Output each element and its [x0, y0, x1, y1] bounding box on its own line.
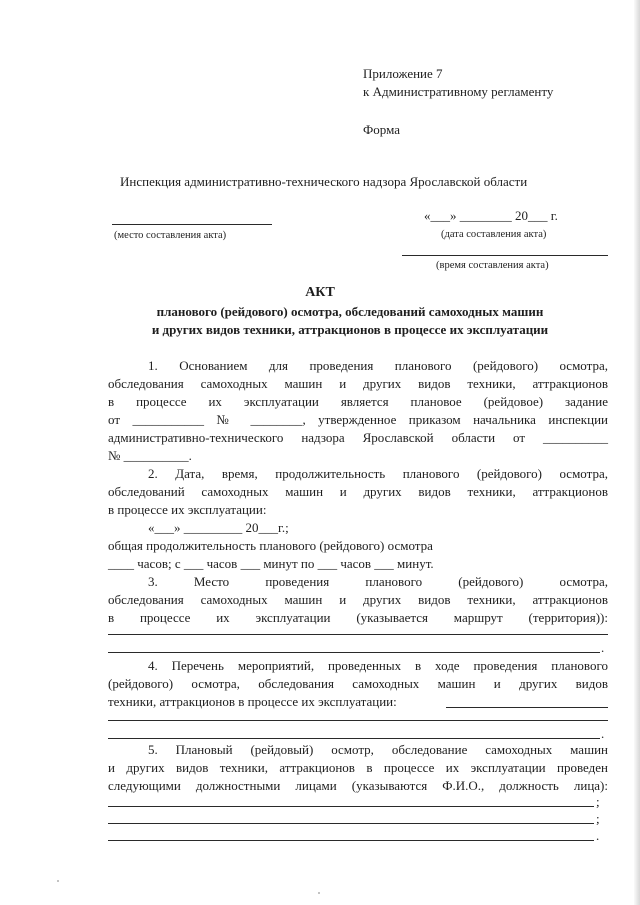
section5-end-mark3: .: [596, 828, 600, 843]
act-subtitle-line2: и других видов техники, аттракционов в процессе их эксплуатации: [151, 322, 549, 337]
section3-blank-line2[interactable]: [108, 652, 600, 653]
section1-line6[interactable]: № __________.: [108, 448, 192, 463]
date-field[interactable]: «___» ________ 20___ г.: [424, 208, 558, 223]
act-subtitle-line1: планового (рейдового) осмотра, обследований самоходных машин: [156, 304, 544, 319]
section3-end-mark: .: [601, 640, 605, 655]
section5-line3: следующими должностными лицами (указываются Ф.И.О., должность лица):: [108, 778, 608, 793]
form-label: Форма: [363, 122, 400, 137]
section2-line3: в процессе их эксплуатации:: [108, 502, 267, 517]
section4-line1: 4. Перечень мероприятий, проведенных в ходе проведения планового: [148, 658, 608, 673]
place-line[interactable]: [112, 224, 272, 225]
inspection-name: Инспекция административно-технического надзора Ярославской области: [120, 174, 528, 189]
section4-end-mark: .: [601, 726, 605, 741]
scan-dust-speck: [318, 892, 320, 894]
section1-line2: обследования самоходных машин и других видов техники, аттракционов: [108, 376, 608, 391]
section4-blank-line1[interactable]: [108, 720, 608, 721]
section1-line1: 1. Основанием для проведения планового (рейдового) осмотра,: [148, 358, 608, 373]
section5-line1: 5. Плановый (рейдовый) осмотр, обследование самоходных машин: [148, 742, 608, 757]
time-line[interactable]: [402, 255, 608, 256]
section3-line3: в процессе их эксплуатации (указывается маршрут (территория)):: [108, 610, 608, 625]
section4-inline-blank[interactable]: [446, 707, 608, 708]
place-label: (место составления акта): [114, 230, 227, 241]
section2-date-field[interactable]: «___» _________ 20___г.;: [148, 520, 289, 535]
section5-official-line1[interactable]: [108, 806, 594, 807]
regulation-reference: к Административному регламенту: [363, 84, 554, 99]
section5-end-mark2: ;: [596, 811, 600, 826]
section1-line5[interactable]: административно-технического надзора Ярославской области от __________: [108, 430, 608, 445]
section4-blank-line2[interactable]: [108, 738, 600, 739]
section5-end-mark1: ;: [596, 794, 600, 809]
appendix-number: Приложение 7: [363, 66, 443, 81]
scan-dust-speck: [57, 880, 59, 882]
section1-line4[interactable]: от ___________ № ________, утвержденное приказом начальника инспекции: [108, 412, 608, 427]
act-title: АКТ: [305, 285, 335, 300]
date-label: (дата составления акта): [441, 229, 547, 240]
section2-line1: 2. Дата, время, продолжительность планового (рейдового) осмотра,: [148, 466, 608, 481]
time-label: (время составления акта): [436, 260, 549, 271]
section4-line3: техники, аттракционов в процессе их эксплуатации:: [108, 694, 397, 709]
section5-line2: и других видов техники, аттракционов в процессе их эксплуатации проведен: [108, 760, 608, 775]
scan-edge-shadow: [634, 0, 640, 905]
section5-official-line2[interactable]: [108, 823, 594, 824]
section3-line2: обследования самоходных машин и других видов техники, аттракционов: [108, 592, 608, 607]
section2-duration-label: общая продолжительность планового (рейдового) осмотра: [108, 538, 433, 553]
section3-line1: 3. Место проведения планового (рейдового) осмотра,: [148, 574, 608, 589]
section3-blank-line1[interactable]: [108, 634, 608, 635]
section1-line3: в процессе их эксплуатации является плановое (рейдовое) задание: [108, 394, 608, 409]
section5-official-line3[interactable]: [108, 840, 594, 841]
section2-time-field[interactable]: ____ часов; с ___ часов ___ минут по ___ часов ___ минут.: [108, 556, 434, 571]
section2-line2: обследований самоходных машин и других видов техники, аттракционов: [108, 484, 608, 499]
section4-line2: (рейдового) осмотра, обследования самоходных машин и других видов: [108, 676, 608, 691]
